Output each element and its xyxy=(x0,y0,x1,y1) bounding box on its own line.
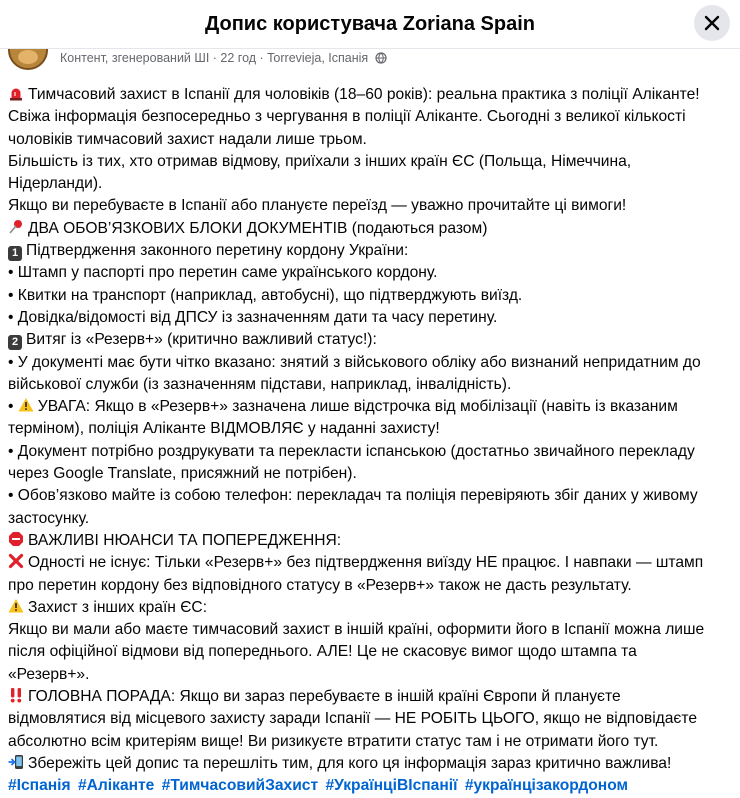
siren-icon xyxy=(8,85,24,101)
ai-content-label[interactable]: Контент, згенерований ШІ xyxy=(60,51,210,65)
hashtag-link[interactable]: #ТимчасовийЗахист xyxy=(161,777,319,795)
post-line: ВАЖЛИВІ НЮАНСИ ТА ПОПЕРЕДЖЕННЯ: xyxy=(8,530,734,552)
post-line: терміном), поліція Аліканте ВІДМОВЛЯЄ у наданні захисту! xyxy=(8,420,440,438)
post-line: 1 Підтвердження законного перетину кордону України: xyxy=(8,240,734,262)
post-line: відмовлятися від місцевого захисту заради Іспанії — НЕ РОБІТЬ ЦЬОГО, якщо не відповідаєте xyxy=(8,710,698,728)
post-line: • Документ потрібно роздрукувати та перекласти іспанською (достатньо звичайного перекладу xyxy=(8,442,695,460)
warning-icon xyxy=(8,598,24,614)
stop-sign-icon xyxy=(8,531,24,547)
post-line: чоловіків тимчасовий захист надали лише трьом. xyxy=(8,130,367,148)
hashtag-link[interactable]: #УкраїнціВІспанії xyxy=(325,777,458,795)
post-line: про перетин кордону без відповідного статусу в «Резерв+» також не дасть результату. xyxy=(8,576,632,594)
post-line: Тимчасовий захист в Іспанії для чоловіків (18–60 років): реальна практика з поліції Аліканте! xyxy=(8,84,734,106)
double-exclamation-icon xyxy=(8,687,24,703)
hashtag-link[interactable]: #Аліканте xyxy=(77,777,155,795)
phone-arrow-icon xyxy=(8,754,24,770)
post-line: Якщо ви перебуваєте в Іспанії або плануєте переїзд — уважно прочитайте ці вимоги! xyxy=(8,197,627,215)
post-location[interactable]: Torrevieja, Іспанія xyxy=(267,51,369,65)
avatar[interactable] xyxy=(8,48,48,70)
post-line: Нідерланди). xyxy=(8,175,103,193)
post-line: • УВАГА: Якщо в «Резерв+» зазначена лише відстрочка від мобілізації (навіть із вказаним xyxy=(8,398,678,416)
post-line: 2 Витяг із «Резерв+» (критично важливий статус!): xyxy=(8,329,734,351)
post-line: Якщо ви мали або маєте тимчасовий захист в іншій країні, оформити його в Іспанії можна лише xyxy=(8,621,705,639)
post-meta-text: Контент, згенерований ШІ · 22 год · Torrevieja, Іспанія xyxy=(60,51,387,65)
post-line: після офіційної відмови від попереднього. АЛЕ! Це не скасовує вимог щодо штампа та xyxy=(8,643,637,661)
dialog-header xyxy=(0,0,740,49)
post-time[interactable]: 22 год xyxy=(220,51,257,65)
post-line: «Резерв+». xyxy=(8,665,90,683)
post-line: Більшість із тих, хто отримав відмову, приїхали з інших країн ЄС (Польща, Німеччина, xyxy=(8,152,632,170)
post-line: ГОЛОВНА ПОРАДА: Якщо ви зараз перебуваєте в іншій країні Європи й плануєте xyxy=(8,686,734,708)
post-line: через Google Translate, присяжний не потрібен). xyxy=(8,465,357,483)
pushpin-icon xyxy=(8,219,24,235)
post-line: військової служби (із зазначенням підстави, наприклад, інвалідність). xyxy=(8,375,512,393)
post-body xyxy=(8,84,734,798)
globe-icon xyxy=(375,52,387,64)
hashtag-link[interactable]: #українцізакордоном xyxy=(464,777,629,795)
close-icon xyxy=(703,14,721,32)
post-meta xyxy=(0,48,740,70)
post-line: • Обов’язково майте із собою телефон: перекладач та поліція перевіряють збіг даних у живому xyxy=(8,487,698,505)
post-line: Захист з інших країн ЄС: xyxy=(8,597,734,619)
post-line: Свіжа інформація безпосередньо з чергування в поліції Аліканте. Сьогодні з великої кількості xyxy=(8,108,686,126)
red-cross-icon xyxy=(8,553,24,569)
keycap-1-icon: 1 xyxy=(8,246,22,261)
keycap-2-icon: 2 xyxy=(8,335,22,350)
post-line: Збережіть цей допис та перешліть тим, для кого ця інформація зараз критично важлива! xyxy=(8,753,734,775)
post-line: • Довідка/відомості від ДПСУ із зазначенням дати та часу перетину. xyxy=(8,308,498,326)
post-line: • Квитки на транспорт (наприклад, автобусні), що підтверджують виїзд. xyxy=(8,286,523,304)
hashtag-link[interactable]: #Іспанія xyxy=(8,777,71,795)
post-line: • Штамп у паспорті про перетин саме українського кордону. xyxy=(8,264,438,282)
hashtags xyxy=(8,775,734,797)
dialog-title: Допис користувача Zoriana Spain xyxy=(205,12,535,35)
warning-icon xyxy=(18,397,34,413)
post-line: • У документі має бути чітко вказано: знятий з військового обліку або визнаний непридатним до xyxy=(8,353,701,371)
post-line: ДВА ОБОВ’ЯЗКОВИХ БЛОКИ ДОКУМЕНТІВ (подаються разом) xyxy=(8,218,734,240)
close-button[interactable] xyxy=(694,5,730,41)
post-line: застосунку. xyxy=(8,509,90,527)
post-line: абсолютно всім критеріям вище! Ви ризикуєте втратити статус там і не отримати його тут. xyxy=(8,732,659,750)
post-line: Одності не існує: Тільки «Резерв+» без підтвердження виїзду НЕ працює. І навпаки — штамп xyxy=(8,552,734,574)
